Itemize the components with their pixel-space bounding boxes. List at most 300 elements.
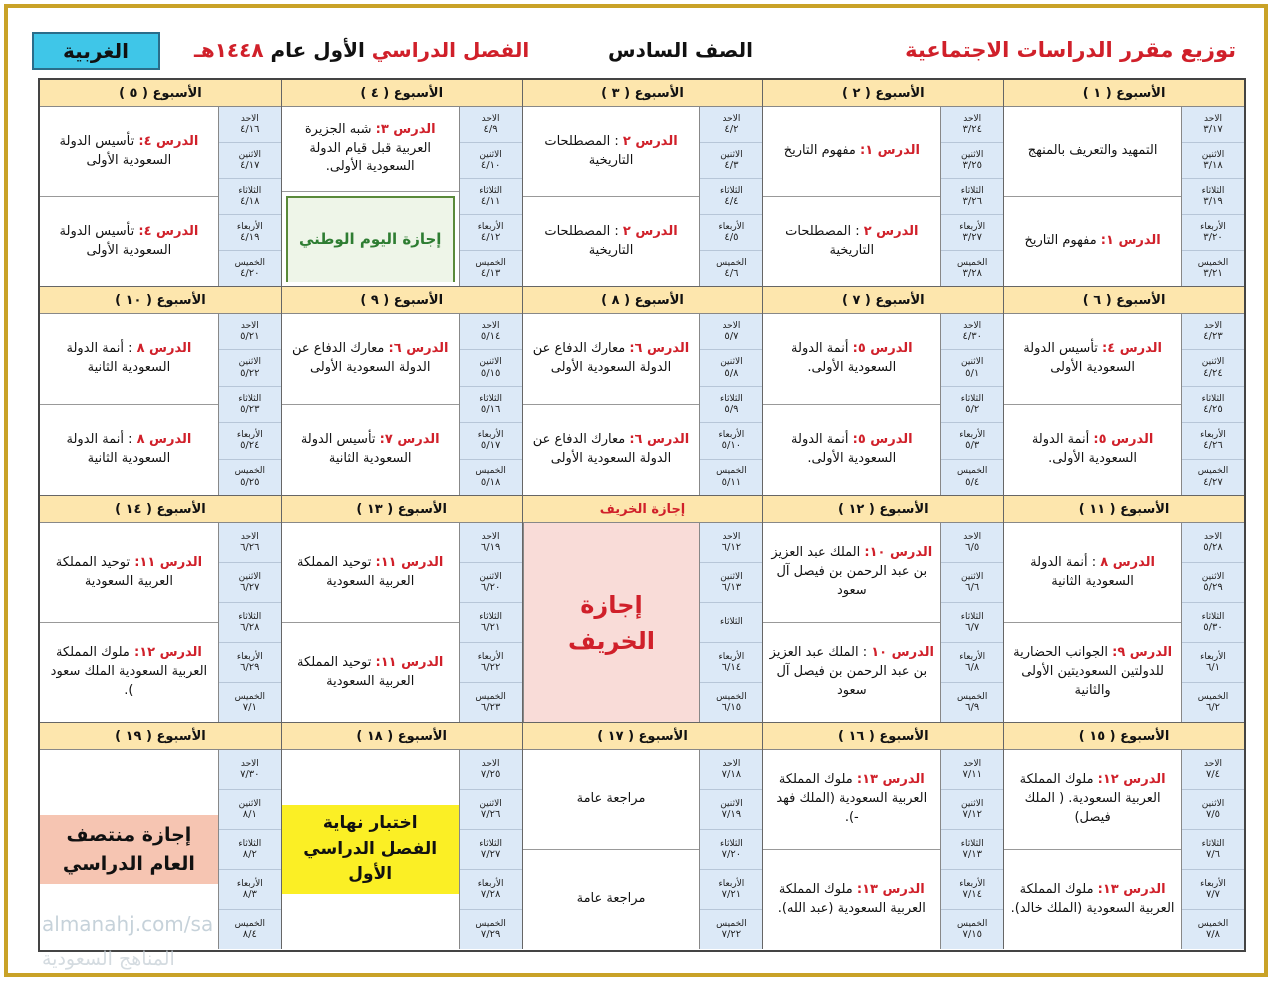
lessons-column xyxy=(523,107,700,286)
week-block xyxy=(762,287,1003,495)
day-date: ٤/٢٧ xyxy=(1203,476,1223,488)
week-body xyxy=(40,314,281,495)
day-name: الاثنين xyxy=(479,571,502,582)
days-column xyxy=(699,314,762,495)
lesson-title: أنمة الدولة السعودية الأولى. xyxy=(791,341,897,375)
lesson-cell xyxy=(40,523,218,623)
day-name: الثلاثاء xyxy=(1201,611,1225,622)
days-column xyxy=(699,523,762,722)
lesson-number: الدرس ٢ xyxy=(622,133,678,149)
day-name: الأربعاء xyxy=(236,651,263,662)
day-date: ٧/٤ xyxy=(1205,768,1221,780)
day-date: ٤/٢ xyxy=(724,123,739,135)
lesson-title: ملوك المملكة العربية السعودية الملك سعود ). xyxy=(50,645,208,698)
lesson-title: : أنمة الدولة السعودية الثانية xyxy=(1030,554,1134,589)
day-cell xyxy=(219,830,281,870)
day-cell xyxy=(219,179,281,215)
day-date: ٦/٥ xyxy=(965,541,980,553)
day-date: ٨/٣ xyxy=(242,888,257,900)
day-cell xyxy=(460,563,522,603)
day-date: ٤/٢٣ xyxy=(1203,331,1223,343)
lesson-number: الدرس ٢ xyxy=(863,223,919,239)
week-body xyxy=(40,107,281,286)
lesson-title: توحيد المملكة العربية السعودية xyxy=(55,554,174,589)
day-name: الاثنين xyxy=(479,798,502,809)
day-name: الاحد xyxy=(963,320,982,331)
day-name: الأربعاء xyxy=(1200,878,1226,889)
day-cell xyxy=(700,790,762,830)
day-cell xyxy=(700,460,762,495)
day-name: الاثنين xyxy=(238,798,262,809)
days-column xyxy=(699,750,762,949)
day-cell xyxy=(700,350,762,386)
week-block xyxy=(281,287,522,495)
lesson-number: الدرس ١٣: xyxy=(856,772,925,788)
lesson-title: معارك الدفاع عن الدولة السعودية الأولى xyxy=(532,341,672,375)
lesson-number: الدرس ٢ xyxy=(622,223,678,239)
day-name: الاحد xyxy=(240,113,259,124)
day-cell xyxy=(1182,314,1244,350)
day-date: ٦/٢٦ xyxy=(240,541,260,553)
day-cell xyxy=(941,603,1003,643)
week-body xyxy=(523,750,763,949)
day-cell xyxy=(1182,107,1244,143)
day-cell xyxy=(941,523,1003,563)
day-cell xyxy=(219,215,281,251)
day-cell xyxy=(941,215,1003,251)
day-date: ٤/٢٥ xyxy=(1203,403,1223,415)
day-date: ٥/١٠ xyxy=(721,440,742,452)
day-cell xyxy=(460,350,522,386)
day-date: ٥/١ xyxy=(965,367,980,379)
week-block xyxy=(40,287,281,495)
day-name: الثلاثاء xyxy=(238,611,262,622)
week-block xyxy=(762,80,1003,286)
day-date: ٧/٢٨ xyxy=(480,888,501,900)
day-name: الاثنين xyxy=(720,357,743,368)
week-block xyxy=(1003,80,1244,286)
lesson-cell xyxy=(763,850,940,949)
day-name: الاحد xyxy=(1204,758,1222,769)
day-date: ٦/٢٧ xyxy=(240,581,260,593)
lesson-title: الجوانب الحضارية للدولتين السعوديتين الأولى والثانية xyxy=(1013,645,1164,698)
day-name: الأربعاء xyxy=(236,878,263,889)
national-day-holiday: إجازة اليوم الوطني xyxy=(286,196,455,282)
day-cell xyxy=(1182,460,1244,495)
day-cell xyxy=(1182,643,1244,683)
week-body xyxy=(1004,750,1244,949)
day-name: الأربعاء xyxy=(959,878,986,889)
day-date: ٤/٩ xyxy=(483,123,498,135)
page-title: توزيع مقرر الدراسات الاجتماعية xyxy=(905,38,1236,62)
lessons-column xyxy=(1004,107,1181,286)
day-name: الاثنين xyxy=(479,357,502,368)
day-name: الاحد xyxy=(1204,531,1222,542)
day-cell xyxy=(460,910,522,949)
day-name: الخميس xyxy=(1197,691,1229,702)
day-date: ٦/٩ xyxy=(965,701,980,713)
day-cell xyxy=(219,387,281,423)
day-date: ٧/٧ xyxy=(1205,888,1221,900)
lesson-number: الدرس ٧: xyxy=(379,432,440,448)
day-cell xyxy=(219,143,281,179)
term-red: الفصل الدراسي xyxy=(371,38,530,62)
day-cell xyxy=(460,460,522,495)
day-date: ٧/٢٩ xyxy=(480,928,501,940)
week-block xyxy=(522,287,763,495)
lesson-cell xyxy=(1004,405,1181,495)
week-body xyxy=(523,523,763,722)
day-name: الاحد xyxy=(963,531,982,542)
watermark-name: المناهج السعودية xyxy=(42,948,175,970)
day-name: الخميس xyxy=(234,257,266,268)
week-row xyxy=(40,723,1244,949)
lesson-number: الدرس ١: xyxy=(860,143,920,159)
lesson-cell xyxy=(1004,197,1181,286)
day-cell xyxy=(460,215,522,251)
lesson-number: الدرس ١١: xyxy=(375,554,444,570)
lesson-title: مراجعة عامة xyxy=(576,891,646,907)
day-name: الاثنين xyxy=(720,798,743,809)
week-block xyxy=(281,496,522,722)
days-column xyxy=(940,107,1003,286)
day-cell xyxy=(219,251,281,286)
day-cell xyxy=(1182,603,1244,643)
lesson-title: : أنمة الدولة السعودية الثانية xyxy=(66,432,171,466)
day-date: ٣/٢٦ xyxy=(962,195,982,207)
day-cell xyxy=(700,830,762,870)
week-body xyxy=(763,750,1003,949)
page-frame xyxy=(4,4,1268,977)
lesson-cell xyxy=(1004,623,1181,722)
week-row xyxy=(40,80,1244,287)
day-name: الأربعاء xyxy=(236,430,263,440)
day-name: الثلاثاء xyxy=(479,838,503,849)
lesson-number: الدرس ٦: xyxy=(388,341,449,357)
day-name: الأربعاء xyxy=(477,651,504,662)
day-date: ٥/٢١ xyxy=(240,331,260,343)
week-body xyxy=(282,750,522,949)
lesson-cell xyxy=(763,523,940,623)
day-cell xyxy=(460,830,522,870)
day-cell xyxy=(700,523,762,563)
week-block xyxy=(1003,287,1244,495)
day-name: الخميس xyxy=(475,691,506,702)
lesson-title: : المصطلحات التاريخية xyxy=(544,223,634,258)
lesson-cell xyxy=(1004,750,1181,850)
day-date: ٧/٢٠ xyxy=(721,848,742,860)
day-cell xyxy=(460,523,522,563)
day-name: الثلاثاء xyxy=(238,185,262,196)
week-block xyxy=(522,723,763,949)
lesson-number: الدرس ٥: xyxy=(852,432,913,448)
week-header: الأسبوع ( ٩ ) xyxy=(282,287,522,314)
day-cell xyxy=(219,563,281,603)
day-name: الثلاثاء xyxy=(1201,185,1225,196)
week-header: الأسبوع ( ٧ ) xyxy=(763,287,1003,314)
day-date: ٧/١٤ xyxy=(962,888,982,900)
day-date: ٦/١٤ xyxy=(721,661,742,673)
day-cell xyxy=(1182,387,1244,423)
lesson-title: تأسيس الدولة السعودية الأولى xyxy=(59,223,172,258)
day-name: الأربعاء xyxy=(1200,651,1226,662)
day-cell xyxy=(700,643,762,683)
lesson-title: ملوك المملكة العربية السعودية. ( الملك فيصل) xyxy=(1019,772,1161,825)
week-header: الأسبوع ( ١٤ ) xyxy=(40,496,281,523)
day-cell xyxy=(219,683,281,722)
week-header: الأسبوع ( ١٩ ) xyxy=(40,723,281,750)
day-name: الاثنين xyxy=(1201,149,1225,160)
day-date: ٧/٣٠ xyxy=(240,768,260,780)
week-header: الأسبوع ( ١٨ ) xyxy=(282,723,522,750)
week-header: الأسبوع ( ٨ ) xyxy=(523,287,763,314)
lesson-cell xyxy=(763,405,940,495)
day-date: ٥/١٦ xyxy=(480,403,501,415)
day-date: ٧/٢١ xyxy=(721,888,742,900)
day-cell xyxy=(941,143,1003,179)
day-date: ٤/٢٠ xyxy=(240,267,260,279)
lessons-column xyxy=(40,107,218,286)
day-cell xyxy=(460,387,522,423)
day-cell xyxy=(1182,251,1244,286)
week-block xyxy=(762,723,1003,949)
day-date: ٣/١٩ xyxy=(1203,195,1223,207)
day-name: الاحد xyxy=(481,758,500,769)
lesson-number: الدرس ١: xyxy=(1100,233,1161,249)
day-name: الثلاثاء xyxy=(1201,838,1225,849)
day-date: ٤/٣ xyxy=(724,159,739,171)
lesson-cell xyxy=(40,405,218,495)
day-name: الثلاثاء xyxy=(238,838,262,849)
day-cell xyxy=(219,643,281,683)
lesson-number: الدرس ٤: xyxy=(138,133,199,149)
day-cell xyxy=(460,750,522,790)
day-cell xyxy=(219,790,281,830)
day-cell xyxy=(941,790,1003,830)
lesson-cell xyxy=(523,314,700,405)
day-name: الاثنين xyxy=(960,798,984,809)
day-name: الأربعاء xyxy=(959,430,986,440)
day-cell xyxy=(941,750,1003,790)
lesson-title: مفهوم التاريخ xyxy=(1024,233,1101,249)
days-column xyxy=(940,314,1003,495)
day-name: الخميس xyxy=(716,918,747,929)
lesson-title: مراجعة عامة xyxy=(576,791,646,807)
day-name: الأربعاء xyxy=(959,221,986,232)
day-name: الثلاثاء xyxy=(238,393,262,404)
day-cell xyxy=(1182,350,1244,386)
day-date: ٥/٢ xyxy=(965,403,980,415)
day-cell xyxy=(700,870,762,910)
week-block xyxy=(40,80,281,286)
day-date: ٦/١٣ xyxy=(721,581,742,593)
lesson-number: الدرس ٣: xyxy=(375,121,436,137)
lesson-cell xyxy=(40,623,218,722)
lesson-cell xyxy=(282,405,459,495)
lesson-title: معارك الدفاع عن الدولة السعودية الأولى xyxy=(532,432,672,466)
lessons-column xyxy=(40,523,218,722)
autumn-holiday-text: إجازة الخريف xyxy=(567,590,656,655)
day-cell xyxy=(219,603,281,643)
day-cell xyxy=(460,423,522,459)
day-name: الثلاثاء xyxy=(1201,393,1225,404)
day-name: الاثنين xyxy=(960,149,984,160)
day-name: الأربعاء xyxy=(1200,221,1226,232)
lesson-number: الدرس ١١: xyxy=(134,554,203,570)
lesson-title: : المصطلحات التاريخية xyxy=(785,223,875,258)
day-date: ٦/٢٢ xyxy=(480,661,501,673)
day-name: الاحد xyxy=(240,320,259,331)
day-date: ٦/٢ xyxy=(1205,701,1221,713)
day-date: ٣/١٨ xyxy=(1203,159,1223,171)
lesson-cell xyxy=(282,314,459,405)
day-cell xyxy=(700,143,762,179)
term-black: الأول عام xyxy=(263,38,372,62)
day-name: الأربعاء xyxy=(718,878,745,889)
day-cell xyxy=(700,387,762,423)
days-column xyxy=(1181,107,1244,286)
day-date: ٥/٢٢ xyxy=(240,367,260,379)
day-name: الخميس xyxy=(956,257,988,268)
day-cell xyxy=(219,460,281,495)
lesson-title: ملوك المملكة العربية السعودية (الملك فهد -). xyxy=(776,772,928,825)
lesson-title: مفهوم التاريخ xyxy=(783,143,860,159)
day-date: ٦/١ xyxy=(1205,661,1221,673)
day-name: الخميس xyxy=(956,466,988,477)
lessons-column xyxy=(282,523,459,722)
day-name: الخميس xyxy=(1197,918,1229,929)
schedule-grid xyxy=(38,78,1246,952)
day-cell xyxy=(700,179,762,215)
lesson-cell xyxy=(523,107,700,197)
day-name: الاحد xyxy=(1204,113,1222,124)
day-cell xyxy=(1182,790,1244,830)
day-date: ٦/٨ xyxy=(965,661,980,673)
day-date: ٧/٢٧ xyxy=(480,848,501,860)
day-cell xyxy=(941,314,1003,350)
day-name: الاثنين xyxy=(238,571,262,582)
day-name: الثلاثاء xyxy=(720,185,743,196)
day-name: الخميس xyxy=(475,257,506,268)
day-date: ٤/١٦ xyxy=(240,123,260,135)
day-cell xyxy=(700,563,762,603)
day-date: ٧/٦ xyxy=(1205,848,1221,860)
day-name: الثلاثاء xyxy=(479,393,503,404)
lesson-number: الدرس ٦: xyxy=(629,341,690,357)
day-date: ٥/٢٥ xyxy=(240,476,260,488)
days-column xyxy=(940,750,1003,949)
day-date: ٣/٢١ xyxy=(1203,267,1223,279)
day-cell xyxy=(460,870,522,910)
day-cell xyxy=(700,215,762,251)
lessons-column xyxy=(1004,523,1181,722)
day-cell xyxy=(219,910,281,949)
days-column xyxy=(459,107,522,286)
day-name: الاثنين xyxy=(238,149,262,160)
day-name: الثلاثاء xyxy=(479,611,503,622)
day-name: الاثنين xyxy=(960,357,984,368)
day-name: الاحد xyxy=(240,758,259,769)
day-date: ٥/٢٤ xyxy=(240,440,260,452)
day-date: ٣/٢٥ xyxy=(962,159,982,171)
day-name: الخميس xyxy=(956,691,988,702)
week-header: الأسبوع ( ٣ ) xyxy=(523,80,763,107)
day-name: الخميس xyxy=(475,918,506,929)
day-date: ٧/١١ xyxy=(962,768,982,780)
lesson-number: الدرس ٦: xyxy=(629,432,690,448)
lesson-cell xyxy=(40,107,218,197)
lesson-title: تأسيس الدولة السعودية الأولى xyxy=(59,133,172,168)
lessons-column xyxy=(523,750,700,949)
day-date: ٤/١٩ xyxy=(240,231,260,243)
day-name: الأربعاء xyxy=(1200,430,1226,440)
day-cell xyxy=(460,790,522,830)
day-name: الخميس xyxy=(475,466,506,477)
lesson-title: توحيد المملكة العربية السعودية xyxy=(297,654,415,689)
day-date: ٥/١٥ xyxy=(480,367,501,379)
day-date: ٦/٢٣ xyxy=(480,701,501,713)
day-name: الأربعاء xyxy=(477,878,504,889)
day-date: ٥/١٨ xyxy=(480,476,501,488)
day-cell xyxy=(941,387,1003,423)
day-cell xyxy=(219,750,281,790)
day-name: الأربعاء xyxy=(718,221,745,232)
day-cell xyxy=(460,314,522,350)
day-date: ٦/١٢ xyxy=(721,541,742,553)
day-date: ٨/١ xyxy=(242,808,257,820)
mid-year-holiday-text: إجازة منتصف العام الدراسي xyxy=(40,815,218,884)
day-cell xyxy=(941,643,1003,683)
week-header: الأسبوع ( ٤ ) xyxy=(282,80,522,107)
day-cell xyxy=(460,107,522,143)
day-date: ٧/٢٢ xyxy=(721,928,742,940)
lesson-cell xyxy=(523,850,700,949)
day-name: الخميس xyxy=(716,257,747,268)
day-date: ٦/٢٨ xyxy=(240,621,260,633)
day-name: الاثنين xyxy=(479,149,502,160)
day-name: الخميس xyxy=(716,691,747,702)
day-date: ٦/١٩ xyxy=(480,541,501,553)
day-name: الأربعاء xyxy=(477,221,504,232)
day-name: الأربعاء xyxy=(718,651,745,662)
lesson-number: الدرس ١٣: xyxy=(1097,881,1166,897)
day-cell xyxy=(1182,870,1244,910)
day-cell xyxy=(219,870,281,910)
lesson-number: الدرس ١٠: xyxy=(864,545,933,561)
lessons-column xyxy=(523,523,700,722)
day-date: ٧/١٢ xyxy=(962,808,982,820)
day-name: الاحد xyxy=(722,531,741,542)
lesson-cell xyxy=(282,107,459,192)
week-header: الأسبوع ( ١٦ ) xyxy=(763,723,1003,750)
lesson-title: : أنمة الدولة السعودية الثانية xyxy=(66,341,171,375)
day-date: ٣/٢٠ xyxy=(1203,231,1223,243)
day-date: ٤/٣٠ xyxy=(962,331,982,343)
watermark-url: almanahj.com/sa xyxy=(42,912,214,936)
day-date: ٦/٧ xyxy=(965,621,980,633)
day-cell xyxy=(700,314,762,350)
lessons-column xyxy=(763,750,940,949)
day-date: ٧/٥ xyxy=(1205,808,1221,820)
lesson-title: التمهيد والتعريف بالمنهج xyxy=(1027,143,1158,159)
lesson-title: أنمة الدولة السعودية الأولى. xyxy=(791,432,897,466)
day-name: الاحد xyxy=(240,531,259,542)
day-date: ٤/٥ xyxy=(724,231,739,243)
day-cell xyxy=(1182,215,1244,251)
day-date: ٥/١٧ xyxy=(480,440,501,452)
week-block xyxy=(281,80,522,286)
day-cell xyxy=(219,350,281,386)
